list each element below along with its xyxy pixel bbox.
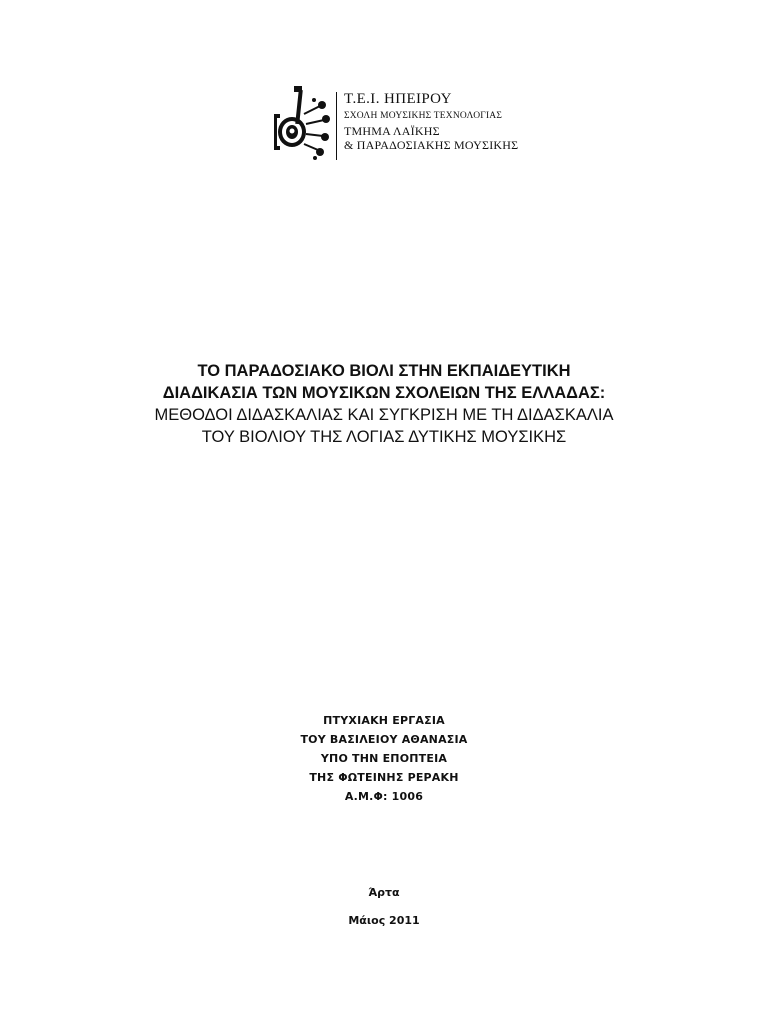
date: Μάιος 2011 [348,914,420,927]
thesis-title [0,360,768,448]
institution-text [344,92,518,151]
subtitle-line-1: ΜΕΘΟΔΟΙ ΔΙΔΑΣΚΑΛΙΑΣ ΚΑΙ ΣΥΓΚΡΙΣΗ ΜΕ ΤΗ ΔΙΔΑΣΚΑΛΙΑ [154,406,614,424]
student-id: Α.Μ.Φ: 1006 [344,790,424,803]
title-line-1: ΤΟ ΠΑΡΑΔΟΣΙΑΚΟ ΒΙΟΛΙ ΣΤΗΝ ΕΚΠΑΙΔΕΥΤΙΚΗ [197,362,571,380]
thesis-type: ΠΤΥΧΙΑΚΗ ΕΡΓΑΣΙΑ [323,714,445,727]
place: Άρτα [368,886,400,899]
supervision-label: ΥΠΟ ΤΗΝ ΕΠΟΠΤΕΙΑ [320,752,448,765]
lute-music-notes-logo-icon [268,84,334,168]
school-name: ΣΧΟΛΗ ΜΟΥΣΙΚΗΣ ΤΕΧΝΟΛΟΓΙΑΣ [344,111,503,121]
title-line-2: ΔΙΑΔΙΚΑΣΙΑ ΤΩΝ ΜΟΥΣΙΚΩΝ ΣΧΟΛΕΙΩΝ ΤΗΣ ΕΛΛΑΔΑΣ: [162,384,606,402]
institution-header [268,84,568,168]
header-divider [336,92,337,160]
institution-name: Τ.Ε.Ι. ΗΠΕΙΡΟΥ [344,91,452,107]
department-name-line1: ΤΜΗΜΑ ΛΑΪΚΗΣ [344,123,440,138]
supervisor-name: ΤΗΣ ΦΩΤΕΙΝΗΣ ΡΕΡΑΚΗ [309,771,459,784]
author-name: ΤΟΥ ΒΑΣΙΛΕΙΟΥ ΑΘΑΝΑΣΙΑ [300,733,468,746]
subtitle-line-2: ΤΟΥ ΒΙΟΛΙΟΥ ΤΗΣ ΛΟΓΙΑΣ ΔΥΤΙΚΗΣ ΜΟΥΣΙΚΗΣ [201,428,567,446]
department-name-line2: & ΠΑΡΑΔΟΣΙΑΚΗΣ ΜΟΥΣΙΚΗΣ [344,137,519,152]
author-block [0,711,768,806]
